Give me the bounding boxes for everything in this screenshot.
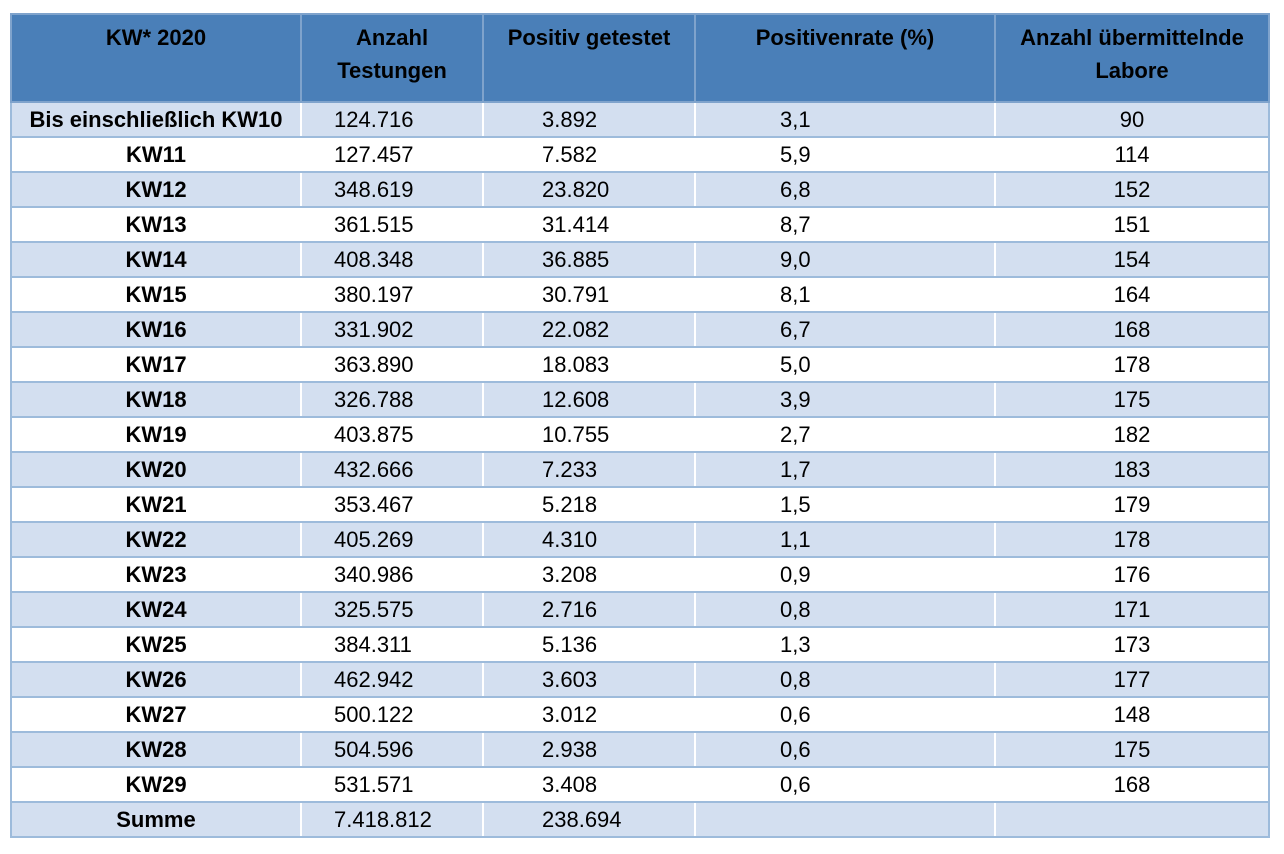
summary-positive: 238.694	[483, 802, 695, 837]
labs-cell: 168	[995, 767, 1269, 802]
header-kw-label: KW* 2020	[105, 25, 207, 50]
tests-cell: 531.571	[301, 767, 483, 802]
week-cell: KW13	[11, 207, 301, 242]
rate-cell: 1,5	[695, 487, 995, 522]
rate-cell: 8,7	[695, 207, 995, 242]
week-cell: Bis einschließlich KW10	[11, 102, 301, 137]
header-positive	[483, 14, 695, 102]
week-cell: KW19	[11, 417, 301, 452]
week-cell: KW18	[11, 382, 301, 417]
table-row	[11, 417, 1269, 452]
positive-cell: 30.791	[483, 277, 695, 312]
week-cell: KW16	[11, 312, 301, 347]
table-row	[11, 627, 1269, 662]
rate-cell: 5,0	[695, 347, 995, 382]
rate-cell: 3,1	[695, 102, 995, 137]
rate-cell: 6,7	[695, 312, 995, 347]
positive-cell: 3.408	[483, 767, 695, 802]
table-header	[11, 14, 1269, 102]
positive-cell: 4.310	[483, 522, 695, 557]
tests-cell: 361.515	[301, 207, 483, 242]
table-row	[11, 697, 1269, 732]
labs-cell: 173	[995, 627, 1269, 662]
tests-cell: 331.902	[301, 312, 483, 347]
positive-cell: 31.414	[483, 207, 695, 242]
header-tests-line1: Anzahl	[355, 25, 429, 50]
rate-cell: 0,6	[695, 732, 995, 767]
positive-cell: 3.208	[483, 557, 695, 592]
week-cell: KW29	[11, 767, 301, 802]
week-cell: KW25	[11, 627, 301, 662]
tests-cell: 432.666	[301, 452, 483, 487]
tests-cell: 127.457	[301, 137, 483, 172]
summary-rate	[695, 802, 995, 837]
positive-cell: 3.603	[483, 662, 695, 697]
labs-cell: 151	[995, 207, 1269, 242]
tests-cell: 408.348	[301, 242, 483, 277]
positive-cell: 12.608	[483, 382, 695, 417]
week-cell: KW24	[11, 592, 301, 627]
summary-tests: 7.418.812	[301, 802, 483, 837]
labs-cell: 152	[995, 172, 1269, 207]
header-positive-label: Positiv getestet	[507, 25, 671, 50]
labs-cell: 114	[995, 137, 1269, 172]
positive-cell: 7.582	[483, 137, 695, 172]
rate-cell: 6,8	[695, 172, 995, 207]
labs-cell: 175	[995, 732, 1269, 767]
labs-cell: 148	[995, 697, 1269, 732]
week-cell: KW12	[11, 172, 301, 207]
table-row	[11, 767, 1269, 802]
table-body	[11, 102, 1269, 837]
positive-cell: 5.136	[483, 627, 695, 662]
week-cell: KW23	[11, 557, 301, 592]
positive-cell: 18.083	[483, 347, 695, 382]
rate-cell: 8,1	[695, 277, 995, 312]
header-kw	[11, 14, 301, 102]
table-row	[11, 382, 1269, 417]
tests-cell: 340.986	[301, 557, 483, 592]
header-row	[11, 14, 1269, 102]
positive-cell: 10.755	[483, 417, 695, 452]
positive-cell: 3.012	[483, 697, 695, 732]
header-labs-line1: Anzahl übermittelnde	[1020, 25, 1244, 50]
positive-cell: 2.716	[483, 592, 695, 627]
week-cell: KW21	[11, 487, 301, 522]
table-row	[11, 172, 1269, 207]
week-cell: KW14	[11, 242, 301, 277]
tests-cell: 500.122	[301, 697, 483, 732]
rate-cell: 0,6	[695, 697, 995, 732]
labs-cell: 182	[995, 417, 1269, 452]
week-cell: KW20	[11, 452, 301, 487]
rate-cell: 2,7	[695, 417, 995, 452]
labs-cell: 90	[995, 102, 1269, 137]
table-row	[11, 487, 1269, 522]
tests-cell: 348.619	[301, 172, 483, 207]
header-rate-label: Positivenrate (%)	[755, 25, 935, 50]
table-row	[11, 522, 1269, 557]
positive-cell: 2.938	[483, 732, 695, 767]
tests-cell: 325.575	[301, 592, 483, 627]
tests-cell: 326.788	[301, 382, 483, 417]
labs-cell: 176	[995, 557, 1269, 592]
table-row	[11, 662, 1269, 697]
rate-cell: 0,8	[695, 662, 995, 697]
summary-label: Summe	[11, 802, 301, 837]
rate-cell: 1,7	[695, 452, 995, 487]
tests-cell: 124.716	[301, 102, 483, 137]
week-cell: KW17	[11, 347, 301, 382]
tests-cell: 380.197	[301, 277, 483, 312]
table-row	[11, 102, 1269, 137]
table-row	[11, 557, 1269, 592]
table-row	[11, 347, 1269, 382]
rate-cell: 1,1	[695, 522, 995, 557]
positive-cell: 23.820	[483, 172, 695, 207]
positive-cell: 7.233	[483, 452, 695, 487]
labs-cell: 179	[995, 487, 1269, 522]
labs-cell: 171	[995, 592, 1269, 627]
labs-cell: 168	[995, 312, 1269, 347]
rate-cell: 0,8	[695, 592, 995, 627]
week-cell: KW26	[11, 662, 301, 697]
table-row	[11, 207, 1269, 242]
rate-cell: 9,0	[695, 242, 995, 277]
header-labs	[995, 14, 1269, 102]
tests-cell: 405.269	[301, 522, 483, 557]
table-row	[11, 452, 1269, 487]
labs-cell: 154	[995, 242, 1269, 277]
table-row	[11, 732, 1269, 767]
labs-cell: 164	[995, 277, 1269, 312]
testing-table	[10, 13, 1270, 838]
header-rate	[695, 14, 995, 102]
table-row	[11, 312, 1269, 347]
table-row	[11, 592, 1269, 627]
tests-cell: 462.942	[301, 662, 483, 697]
positive-cell: 36.885	[483, 242, 695, 277]
testing-table-container	[10, 13, 1268, 838]
labs-cell: 177	[995, 662, 1269, 697]
labs-cell: 175	[995, 382, 1269, 417]
rate-cell: 1,3	[695, 627, 995, 662]
positive-cell: 5.218	[483, 487, 695, 522]
tests-cell: 353.467	[301, 487, 483, 522]
tests-cell: 384.311	[301, 627, 483, 662]
header-labs-line2: Labore	[1095, 58, 1169, 83]
table-row	[11, 137, 1269, 172]
header-tests	[301, 14, 483, 102]
tests-cell: 504.596	[301, 732, 483, 767]
rate-cell: 0,6	[695, 767, 995, 802]
summary-row	[11, 802, 1269, 837]
labs-cell: 178	[995, 347, 1269, 382]
positive-cell: 22.082	[483, 312, 695, 347]
rate-cell: 5,9	[695, 137, 995, 172]
labs-cell: 183	[995, 452, 1269, 487]
week-cell: KW27	[11, 697, 301, 732]
tests-cell: 403.875	[301, 417, 483, 452]
header-tests-line2: Testungen	[337, 58, 447, 83]
positive-cell: 3.892	[483, 102, 695, 137]
rate-cell: 0,9	[695, 557, 995, 592]
week-cell: KW11	[11, 137, 301, 172]
table-row	[11, 242, 1269, 277]
tests-cell: 363.890	[301, 347, 483, 382]
week-cell: KW15	[11, 277, 301, 312]
week-cell: KW22	[11, 522, 301, 557]
rate-cell: 3,9	[695, 382, 995, 417]
table-row	[11, 277, 1269, 312]
summary-labs	[995, 802, 1269, 837]
labs-cell: 178	[995, 522, 1269, 557]
week-cell: KW28	[11, 732, 301, 767]
